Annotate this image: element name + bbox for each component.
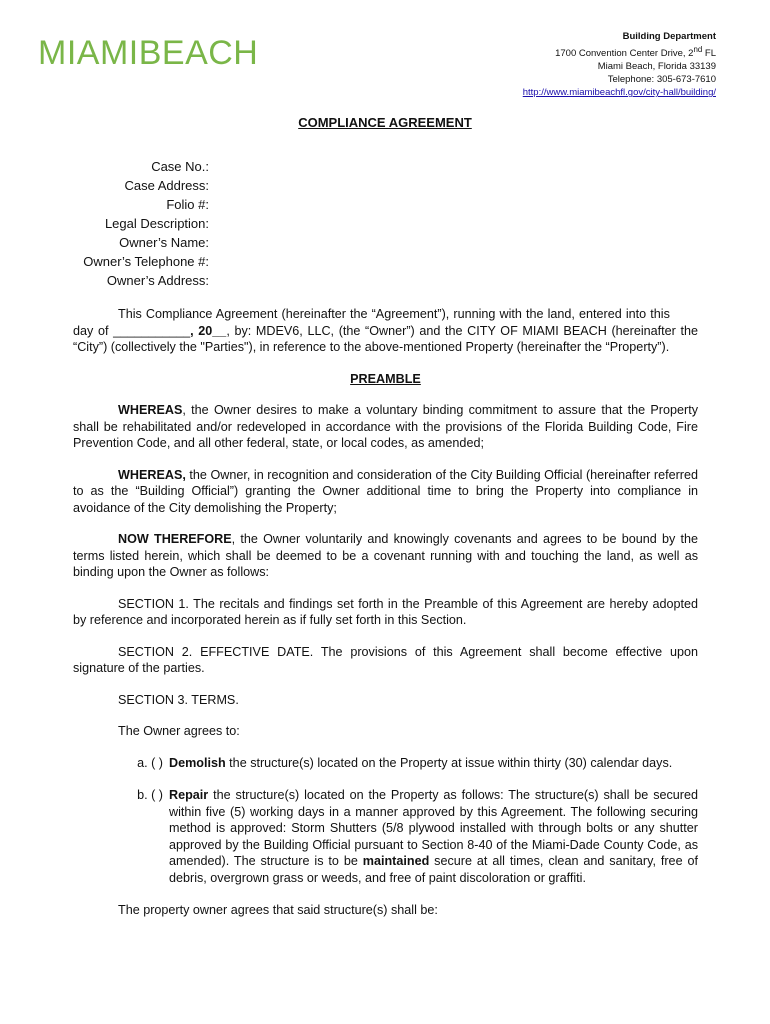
section-2: SECTION 2. EFFECTIVE DATE. The provisions of this Agreement shall become effective upon signature of the parties. xyxy=(73,644,698,675)
option-b-label: b. ( ) xyxy=(137,788,163,802)
section-3-heading: SECTION 3. TERMS. xyxy=(118,692,239,707)
section-1: SECTION 1. The recitals and findings set forth in the Preamble of this Agreement are hereby adopted by reference and incorporated herein as if fully set forth in this Section. xyxy=(73,596,698,627)
owner-name-label: Owner’s Name: xyxy=(119,235,209,250)
option-a-demolish: a. ( ) Demolish the structure(s) located on the Property at issue within thirty (30) calendar days. xyxy=(73,755,698,772)
owner-address-label: Owner’s Address: xyxy=(106,273,209,288)
intro-paragraph: This Compliance Agreement (hereinafter the “Agreement”), running with the land, entered into this day of ___________, 20__, by: MDEV6, LLC, (the “Owner”) and the CITY OF MIAMI BEACH (hereinafter the “City”) (collectively the "Parties"), in reference to the above-mentioned Property (hereinafter the “Property”). xyxy=(73,307,699,354)
case-info-labels xyxy=(60,157,209,290)
owner-telephone-label: Owner’s Telephone #: xyxy=(83,254,209,269)
telephone: Telephone: 305-673-7610 xyxy=(607,74,716,86)
option-b-repair: b. ( ) Repair the structure(s) located on the Property as follows: The structure(s) shall be secured within five (5) working days in a manner approved by this Agreement. The following securing method is approved: Storm Shutters (5/8 plywood installed with through bolts or any shutter approved by the Building Official pursuant to Section 8-40 of the Miami-Dade County Code, as amended). The structure is to be maintained secure at all times, clean and sanitary, free of debris, overgrown grass or weeds, and free of paint discoloration or graffiti. xyxy=(73,787,698,886)
case-no-label: Case No.: xyxy=(151,159,209,174)
option-a-label: a. ( ) xyxy=(137,755,163,770)
department-url-link[interactable]: http://www.miamibeachfl.gov/city-hall/building/ xyxy=(522,87,716,99)
folio-label: Folio #: xyxy=(166,197,209,212)
department-name: Building Department xyxy=(622,31,716,42)
whereas-paragraph-1: WHEREAS, the Owner desires to make a voluntary binding commitment to assure that the Property shall be rehabilitated and/or redeveloped in accordance with the provisions of the Florida Building Code, Fire Prevention Code, and all other federal, state, or local codes, as amended; xyxy=(73,403,698,450)
case-address-label: Case Address: xyxy=(124,178,209,193)
miami-beach-logo: MIAMIBEACH xyxy=(38,34,259,72)
now-therefore-paragraph: NOW THEREFORE, the Owner voluntarily and knowingly covenants and agrees to be bound by the terms listed herein, which shall be deemed to be a covenant running with and touching the land, as well as binding upon the Owner as follows: xyxy=(73,532,698,579)
agreement-body xyxy=(73,306,698,934)
address-line-1: 1700 Convention Center Drive, 2nd FL xyxy=(555,45,716,60)
legal-description-label: Legal Description: xyxy=(104,216,209,231)
document-title: COMPLIANCE AGREEMENT xyxy=(298,115,472,130)
department-address-block xyxy=(523,30,716,99)
address-line-2: Miami Beach, Florida 33139 xyxy=(597,61,716,73)
owner-agrees-label: The Owner agrees to: xyxy=(118,724,240,738)
preamble-heading: PREAMBLE xyxy=(350,371,421,386)
whereas-paragraph-2: WHEREAS, the Owner, in recognition and consideration of the City Building Official (hereinafter referred to as the “Building Official”) granting the Owner additional time to bring the Property into compliance in avoidance of the City demolishing the Property; xyxy=(73,467,698,515)
closing-line: The property owner agrees that said structure(s) shall be: xyxy=(118,903,438,917)
